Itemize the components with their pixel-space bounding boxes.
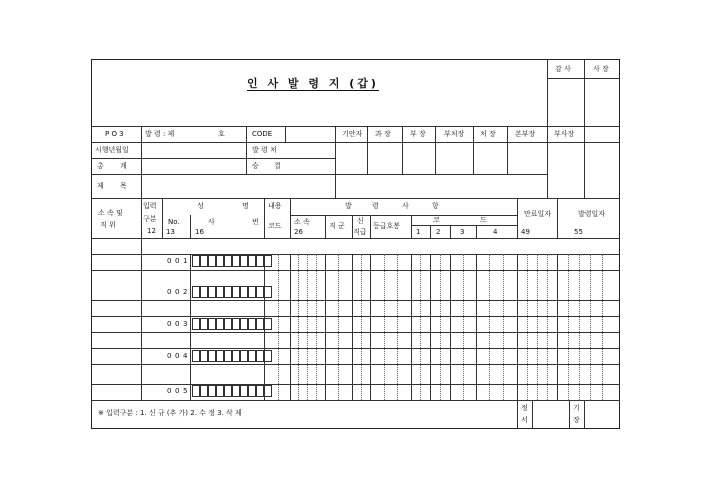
emp-no-col-num: 16 [195, 228, 204, 236]
new-grade-header-1: 신 [357, 217, 364, 225]
order-items-3: 사 [402, 202, 409, 210]
digit-box[interactable] [208, 318, 216, 330]
digit-box[interactable] [208, 255, 216, 267]
digit-box[interactable] [264, 286, 272, 298]
no-header: No. [168, 218, 180, 226]
digit-box[interactable] [216, 385, 224, 397]
code-label: CODE [252, 130, 273, 138]
director-label: 처 장 [480, 130, 496, 138]
deputy-director-label: 부처장 [444, 130, 465, 138]
name-header-1: 성 [197, 202, 204, 210]
digit-box[interactable] [200, 350, 208, 362]
digit-box[interactable] [200, 318, 208, 330]
digit-box[interactable] [248, 286, 256, 298]
table-row[interactable] [142, 384, 620, 400]
digit-box[interactable] [200, 385, 208, 397]
approval-label: 승 [252, 162, 259, 170]
headquarters-head-label: 본부장 [515, 130, 536, 138]
row-digit: 0 [167, 257, 172, 265]
digit-box[interactable] [264, 350, 272, 362]
digit-box[interactable] [248, 350, 256, 362]
digit-box[interactable] [248, 385, 256, 397]
order-items-4: 항 [432, 202, 439, 210]
row-digit: 0 [175, 320, 180, 328]
job-class-header: 직 군 [329, 222, 345, 230]
digit-box[interactable] [208, 350, 216, 362]
digit-box[interactable] [264, 318, 272, 330]
subject-unit: 목 [120, 182, 127, 190]
issuing-office-label: 발 령 처 [252, 146, 277, 154]
belong-col-num: 26 [294, 228, 303, 236]
code-num-1: 1 [416, 228, 421, 236]
digit-box[interactable] [240, 255, 248, 267]
name-header-2: 명 [242, 202, 249, 210]
digit-box[interactable] [216, 255, 224, 267]
digit-box[interactable] [232, 385, 240, 397]
jeongseo-label-1: 정 [521, 404, 528, 412]
digit-box[interactable] [232, 350, 240, 362]
digit-box[interactable] [240, 286, 248, 298]
code-header-2: 드 [480, 216, 487, 224]
digit-box[interactable] [232, 255, 240, 267]
content-code-header: 코드 [268, 222, 282, 230]
digit-box[interactable] [192, 385, 200, 397]
input-type-header: 입력 [143, 202, 157, 210]
order-items-2: 령 [372, 202, 379, 210]
total-unit: 계 [120, 162, 127, 170]
table-row[interactable] [142, 285, 620, 301]
digit-box[interactable] [216, 286, 224, 298]
digit-box[interactable] [256, 318, 264, 330]
approval-unit: 결 [274, 162, 281, 170]
effective-date-label: 시행년월일 [95, 146, 129, 154]
vice-president-label: 부사장 [554, 130, 575, 138]
code-header-1: 코 [433, 216, 440, 224]
digit-box[interactable] [232, 318, 240, 330]
emp-no-header-2: 번 [252, 218, 259, 226]
table-row[interactable] [142, 317, 620, 333]
digit-box[interactable] [192, 318, 200, 330]
digit-box[interactable] [224, 286, 232, 298]
digit-box[interactable] [192, 350, 200, 362]
dept-head-label: 부 장 [410, 130, 426, 138]
emp-no-header-1: 사 [208, 218, 215, 226]
row-digit: 0 [167, 320, 172, 328]
po-code-label: P O 3 [105, 130, 124, 138]
order-date-header: 발령일자 [578, 210, 606, 218]
drafter-label: 기안자 [342, 130, 363, 138]
digit-box[interactable] [216, 318, 224, 330]
subject-label: 제 [97, 182, 104, 190]
code-num-4: 4 [493, 228, 498, 236]
digit-box[interactable] [200, 286, 208, 298]
form-title: 인 사 발 령 지 (갑) [247, 77, 379, 90]
jeongseo-label-2: 서 [521, 416, 528, 424]
end-date-col-num: 49 [521, 228, 530, 236]
ho-unit-label: 호 [218, 130, 225, 138]
digit-box[interactable] [224, 318, 232, 330]
row-digit: 0 [175, 352, 180, 360]
digit-box[interactable] [248, 318, 256, 330]
order-number-label: 발 령 : 제 [145, 130, 175, 138]
end-date-header: 만료일자 [524, 210, 552, 218]
table-row[interactable] [142, 254, 620, 270]
row-digit: 3 [183, 320, 188, 328]
digit-box[interactable] [264, 385, 272, 397]
president-label: 사 장 [593, 65, 609, 73]
gijang-label-2: 장 [573, 416, 580, 424]
digit-box[interactable] [192, 286, 200, 298]
row-digit: 0 [167, 352, 172, 360]
new-grade-header-2: 직급 [353, 228, 367, 236]
digit-box[interactable] [264, 255, 272, 267]
grade-pay-header: 등급호봉 [373, 222, 401, 230]
row-digit: 0 [175, 257, 180, 265]
no-col-num: 13 [166, 228, 175, 236]
digit-box[interactable] [208, 385, 216, 397]
personnel-order-form [91, 59, 620, 429]
dept-position-header-2: 직 위 [100, 221, 116, 229]
row-digit: 1 [183, 257, 188, 265]
total-label: 총 [97, 162, 104, 170]
belong-header: 소 속 [294, 218, 310, 226]
digit-box[interactable] [216, 350, 224, 362]
digit-box[interactable] [240, 318, 248, 330]
audit-label: 감 사 [555, 65, 571, 73]
digit-box[interactable] [208, 286, 216, 298]
digit-box[interactable] [192, 255, 200, 267]
input-type-note: ※ 입력구분 : 1. 신 규 (추 가) 2. 수 정 3. 삭 제 [98, 409, 242, 417]
digit-box[interactable] [240, 385, 248, 397]
order-date-col-num: 55 [574, 228, 583, 236]
digit-box[interactable] [200, 255, 208, 267]
order-items-1: 발 [345, 202, 352, 210]
digit-box[interactable] [224, 385, 232, 397]
row-digit: 2 [183, 288, 188, 296]
digit-box[interactable] [256, 350, 264, 362]
table-row[interactable] [142, 349, 620, 365]
digit-box[interactable] [232, 286, 240, 298]
digit-box[interactable] [256, 385, 264, 397]
digit-box[interactable] [224, 350, 232, 362]
input-type-header-2: 구분 [143, 215, 157, 223]
row-digit: 0 [175, 387, 180, 395]
row-digit: 0 [167, 387, 172, 395]
content-header: 내용 [268, 202, 282, 210]
dept-position-header: 소 속 및 [98, 209, 123, 217]
digit-box[interactable] [240, 350, 248, 362]
row-digit: 5 [183, 387, 188, 395]
digit-box[interactable] [248, 255, 256, 267]
code-num-2: 2 [436, 228, 441, 236]
digit-box[interactable] [256, 286, 264, 298]
row-digit: 0 [167, 288, 172, 296]
section-chief-label: 과 장 [375, 130, 391, 138]
row-digit: 4 [183, 352, 188, 360]
input-type-col-num: 12 [147, 227, 156, 235]
digit-box[interactable] [224, 255, 232, 267]
row-digit: 0 [175, 288, 180, 296]
digit-box[interactable] [256, 255, 264, 267]
gijang-label-1: 기 [573, 404, 580, 412]
code-num-3: 3 [460, 228, 465, 236]
